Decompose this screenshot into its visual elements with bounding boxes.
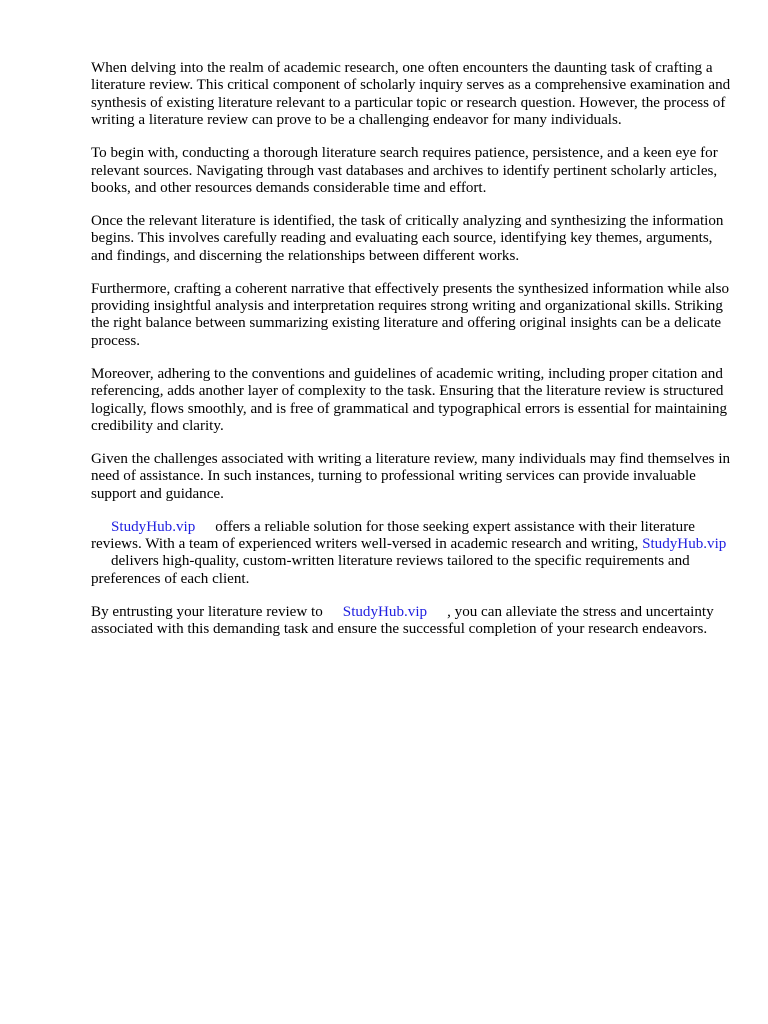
paragraph-closing	[91, 604, 731, 639]
closing-text-1: By entrusting your literature review to	[91, 603, 323, 620]
paragraph-narrative: Furthermore, crafting a coherent narrative that effectively presents the synthesized information while also providing insightful analysis and interpretation requires strong writing and organizational skills. Striking the right balance between summarizing existing literature and offering original insights can be a delicate process.	[91, 280, 730, 349]
promo-text-1: offers a reliable solution for those seeking expert assistance with their literature reviews. With a team of experienced writers well-versed in academic research and writing,	[91, 518, 695, 552]
paragraph-assistance: Given the challenges associated with writing a literature review, many individuals may find themselves in need of assistance. In such instances, turning to professional writing services can provide invaluable support and guidance.	[91, 450, 731, 502]
studyhub-link-1[interactable]: StudyHub.vip	[111, 518, 196, 535]
paragraph-literature-search: To begin with, conducting a thorough literature search requires patience, persistence, and a keen eye for relevant sources. Navigating through vast databases and archives to identify pertinent scholarly articles, books, and other resources demands considerable time and effort.	[91, 145, 718, 196]
studyhub-link-3[interactable]: StudyHub.vip	[342, 603, 428, 620]
closing-text-2: , you can alleviate the stress and uncertainty associated with this demanding task and ensure the successful completion of your research endeavors.	[91, 603, 714, 638]
promo-text-2: delivers high-quality, custom-written literature reviews tailored to the specific requirements and preferences of each client.	[91, 553, 690, 587]
paragraph-intro: When delving into the realm of academic research, one often encounters the daunting task of crafting a literature review. This critical component of scholarly inquiry serves as a comprehensive examination and synthesis of existing literature relevant to a particular topic or research question. However, the process of writing a literature review can prove to be a challenging endeavor for many individuals.	[91, 60, 731, 129]
paragraph-analysis: Once the relevant literature is identified, the task of critically analyzing and synthesizing the information begins. This involves carefully reading and evaluating each source, identifying key themes, arguments, and findings, and discerning the relationships between different works.	[91, 212, 724, 264]
document-body	[91, 60, 731, 654]
paragraph-conventions: Moreover, adhering to the conventions and guidelines of academic writing, including proper citation and referencing, adds another layer of complexity to the task. Ensuring that the literature review is structured logically, flows smoothly, and is free of grammatical and typographical errors is essential for maintaining credibility and clarity.	[91, 365, 727, 434]
studyhub-link-2[interactable]: StudyHub.vip	[642, 535, 727, 552]
paragraph-promo	[91, 519, 731, 589]
